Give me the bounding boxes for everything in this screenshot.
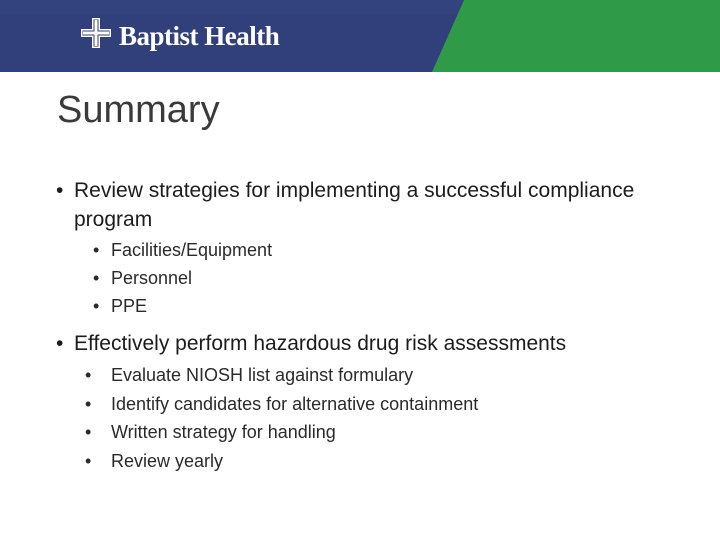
bullet-dot: • <box>93 296 100 316</box>
bullet-dot: • <box>85 394 92 414</box>
sub-bullet-facilities <box>93 236 273 264</box>
bullet-dot: • <box>85 422 92 442</box>
bullet-risk-assessments <box>56 329 654 358</box>
slide-title: Summary <box>57 89 220 131</box>
bullet-text: Effectively perform hazardous drug risk assessments <box>74 332 567 355</box>
bullet-dot: • <box>85 365 92 385</box>
sub-bullet-text: Identify candidates for alternative containment <box>111 394 479 414</box>
sub-bullet-text: Personnel <box>111 268 193 288</box>
bullet-dot: • <box>93 268 100 288</box>
sub-bullet-identify-candidates <box>85 390 479 418</box>
sub-bullet-text: Evaluate NIOSH list against formulary <box>111 365 414 385</box>
sub-bullet-personnel <box>93 264 193 292</box>
bullet-review-strategies <box>56 176 654 234</box>
bullet-dot: • <box>85 451 92 471</box>
baptist-health-cross-icon <box>81 18 111 48</box>
sub-bullet-review-yearly <box>85 447 224 475</box>
bullet-text: Review strategies for implementing a successful compliance program <box>74 179 635 231</box>
sub-bullet-ppe <box>93 292 148 320</box>
bullet-dot: • <box>93 240 100 260</box>
bullet-dot: • <box>56 332 64 355</box>
sub-bullet-text: Written strategy for handling <box>111 422 336 442</box>
header-banner <box>0 0 720 72</box>
bullet-dot: • <box>56 179 64 202</box>
sub-bullet-evaluate-niosh <box>85 361 414 389</box>
brand-name: Baptist Health <box>119 21 280 51</box>
sub-bullet-text: Facilities/Equipment <box>111 240 273 260</box>
sub-bullet-text: PPE <box>111 296 148 316</box>
sub-bullet-written-strategy <box>85 418 336 446</box>
sub-bullet-text: Review yearly <box>111 451 224 471</box>
